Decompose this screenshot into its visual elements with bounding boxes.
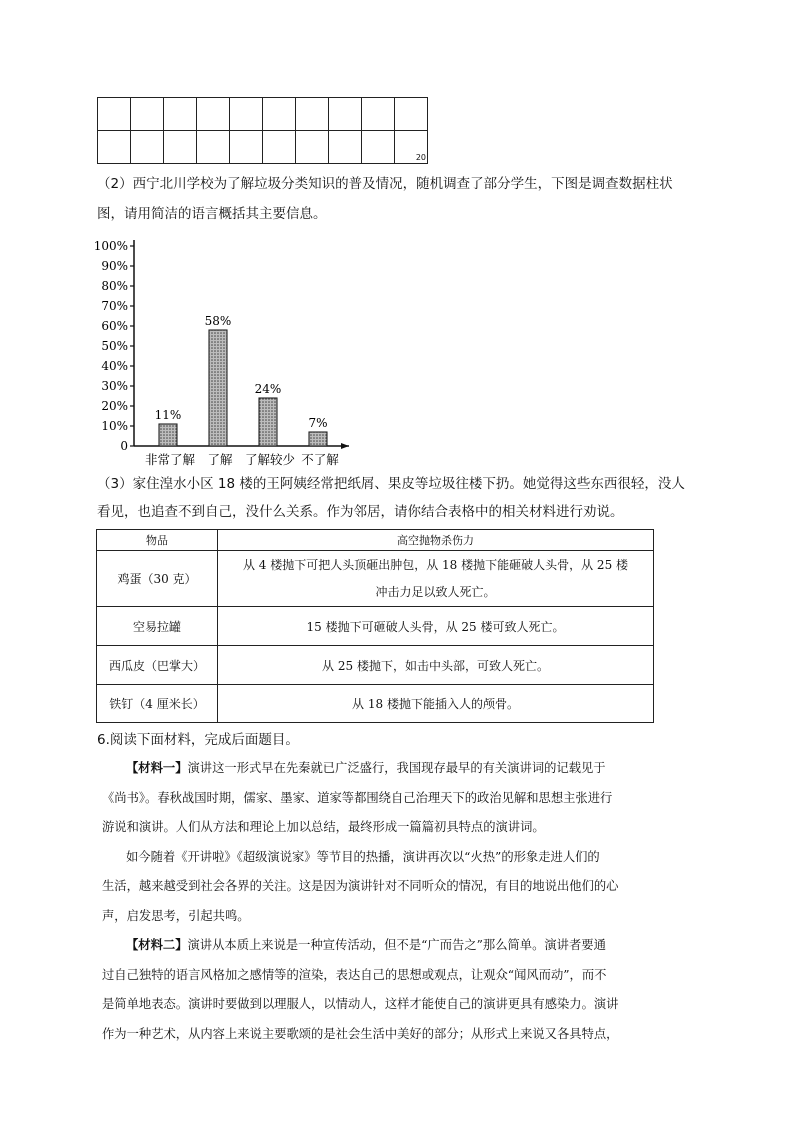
table-row xyxy=(97,607,654,646)
table-cell-item: 鸡蛋（30 克） xyxy=(97,551,218,607)
y-tick-label: 20% xyxy=(101,399,128,413)
material-2 xyxy=(102,930,658,1049)
text-line: 是简单地表态。演讲时要做到以理服人，以情动人，这样才能使自己的演讲更具有感染力。演讲 xyxy=(102,997,619,1011)
text-line: 《尚书》。春秋战国时期，儒家、墨家、道家等都围绕自己治理天下的政治见解和思想主张进行 xyxy=(102,790,613,805)
y-tick-label: 30% xyxy=(101,379,128,393)
table-header-item: 物品 xyxy=(97,530,218,551)
y-tick-label: 50% xyxy=(101,339,128,353)
bar-value-label: 58% xyxy=(204,314,232,328)
material-1 xyxy=(102,753,658,931)
answer-grid xyxy=(97,97,428,164)
text-line: 过自己独特的语言风格加之感情等的渲染，表达自己的思想或观点，让观众“闻风而动”，而不 xyxy=(102,967,607,982)
y-tick-label: 40% xyxy=(101,359,128,373)
material-2-label: 【材料二】 xyxy=(126,937,188,952)
survey-bar-chart xyxy=(94,236,364,466)
y-tick-label: 100% xyxy=(94,239,128,253)
x-tick-label: 不了解 xyxy=(301,452,339,466)
y-tick-label: 90% xyxy=(101,259,128,273)
question-2-line-2: 图，请用简洁的语言概括其主要信息。 xyxy=(97,206,327,222)
bar-value-label: 7% xyxy=(308,416,328,430)
table-row xyxy=(97,551,654,607)
question-3-line-2: 看见，也追查不到自己，没什么关系。作为邻居，请你结合表格中的相关材料进行劝说。 xyxy=(97,504,624,520)
table-cell-item: 铁钉（4 厘米长） xyxy=(97,685,218,723)
question-6-title: 6.阅读下面材料，完成后面题目。 xyxy=(97,732,299,748)
text-line: 演讲从本质上来说是一种宣传活动，但不是“广而告之”那么简单。演讲者要通 xyxy=(187,938,606,952)
bar xyxy=(159,424,177,446)
y-tick-label: 10% xyxy=(101,419,128,433)
question-3-line-1: （3）家住湟水小区 18 楼的王阿姨经常把纸屑、果皮等垃圾往楼下扔。她觉得这些东西很轻，没人 xyxy=(97,476,685,492)
text-line: 游说和演讲。人们从方法和理论上加以总结，最终形成一篇篇初具特点的演讲词。 xyxy=(102,820,545,834)
x-axis-arrow xyxy=(341,443,349,449)
table-cell-line: 冲击力足以致人死亡。 xyxy=(375,584,496,599)
table-row xyxy=(97,646,654,685)
material-2-paragraph xyxy=(102,930,658,961)
text-line: 声，启发思考，引起共鸣。 xyxy=(102,908,250,923)
table-cell-item: 空易拉罐 xyxy=(97,607,218,646)
material-1-label: 【材料一】 xyxy=(126,760,188,775)
table-cell-damage: 从 18 楼抛下能插入人的颅骨。 xyxy=(218,685,654,723)
question-2-line-1: （2）西宁北川学校为了解垃圾分类知识的普及情况，随机调查了部分学生，下图是调查数据柱状 xyxy=(97,176,673,192)
grid-count-label: 20 xyxy=(415,153,426,162)
bar xyxy=(209,330,227,446)
material-1-paragraph-1 xyxy=(102,753,658,784)
x-tick-label: 非常了解 xyxy=(144,452,196,466)
table-cell-line: 从 4 楼抛下可把人头顶砸出肿包，从 18 楼抛下能砸破人头骨，从 25 楼 xyxy=(242,557,629,572)
y-tick-label: 0 xyxy=(120,439,128,453)
text-line: 作为一种艺术，从内容上来说主要歌颂的是社会生活中美好的部分；从形式上来说又各具特点， xyxy=(102,1026,619,1041)
bar-value-label: 24% xyxy=(254,382,282,396)
table-cell-damage: 15 楼抛下可砸破人头骨，从 25 楼可致人死亡。 xyxy=(218,607,654,646)
falling-object-table xyxy=(96,529,654,723)
text-line: 演讲这一形式早在先秦就已广泛盛行，我国现存最早的有关演讲词的记载见于 xyxy=(187,761,606,775)
table-cell-damage xyxy=(218,551,654,607)
y-tick-label: 60% xyxy=(101,319,128,333)
y-tick-label: 80% xyxy=(101,279,128,293)
x-tick-label: 了解 xyxy=(207,452,233,466)
table-cell-item: 西瓜皮（巴掌大） xyxy=(97,646,218,685)
table-header-damage: 高空抛物杀伤力 xyxy=(218,530,654,551)
x-tick-label: 了解较少 xyxy=(244,452,296,466)
bar xyxy=(309,432,327,446)
bar xyxy=(259,398,277,446)
bar-value-label: 11% xyxy=(154,408,182,422)
table-cell-damage: 从 25 楼抛下，如击中头部，可致人死亡。 xyxy=(218,646,654,685)
table-row xyxy=(97,685,654,723)
material-1-paragraph-2: 如今随着《开讲啦》《超级演说家》等节目的热播，演讲再次以“火热”的形象走进人们的 xyxy=(126,849,600,864)
text-line: 生活，越来越受到社会各界的关注。这是因为演讲针对不同听众的情况，有目的地说出他们的心 xyxy=(102,879,619,893)
y-tick-label: 70% xyxy=(101,299,128,313)
